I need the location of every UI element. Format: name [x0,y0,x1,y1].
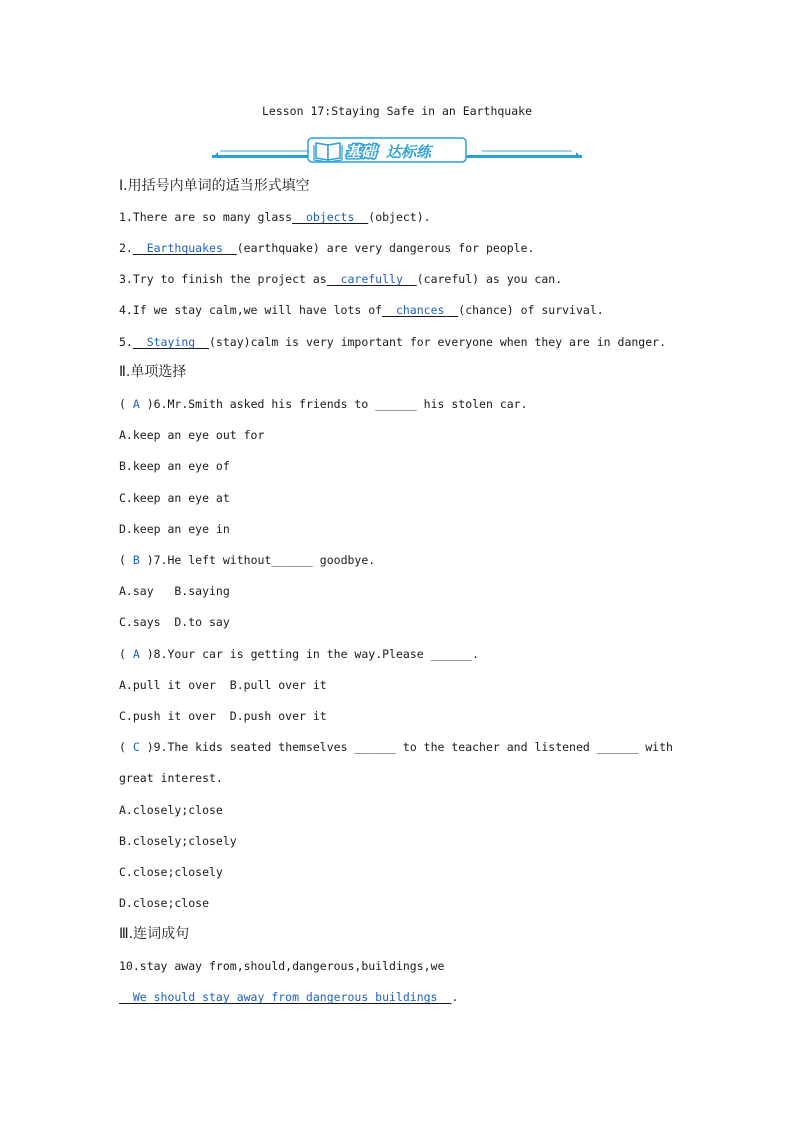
option-6a: A.keep an eye out for [119,428,265,442]
option-9a: A.closely;close [119,803,223,817]
banner-text-b: 达标练 [386,143,432,161]
option-9b: B.closely;closely [119,834,237,848]
question-3: 3.Try to finish the project as carefully (careful) as you can. [119,272,563,286]
option-6c: C.keep an eye at [119,491,230,505]
banner-text-a: 基础 [346,143,377,161]
answer-10: We should stay away from dangerous buildings [119,990,452,1004]
section-banner [212,136,582,166]
choice-8: A [132,647,140,661]
question-8: ( A )8.Your car is getting in the way.Please ______. [119,647,480,661]
section-2-heading: Ⅱ.单项选择 [119,364,187,380]
option-8cd: C.push it over D.push over it [119,709,327,723]
option-8ab: A.pull it over B.pull over it [119,678,327,692]
option-7cd: C.says D.to say [119,615,230,629]
question-9: ( C )9.The kids seated themselves ______ to the teacher and listened ______ with [119,740,673,754]
question-2: 2. Earthquakes (earthquake) are very dangerous for people. [119,241,535,255]
choice-7: B [132,553,140,567]
question-4: 4.If we stay calm,we will have lots of chances (chance) of survival. [119,303,604,317]
question-1: 1.There are so many glass objects (object). [119,210,431,224]
answer-5: Staying [132,335,210,349]
page-title: Lesson 17:Staying Safe in an Earthquake [261,104,533,118]
answer-1: objects [292,210,369,224]
question-6: ( A )6.Mr.Smith asked his friends to ______ his stolen car. [119,397,528,411]
option-9d: D.close;close [119,896,210,910]
option-9c: C.close;closely [119,865,223,879]
choice-6: A [132,397,140,411]
section-1-heading: Ⅰ.用括号内单词的适当形式填空 [119,178,310,194]
answer-10-line: We should stay away from dangerous buildings . [119,990,459,1004]
section-3-heading: Ⅲ.连词成句 [119,926,190,942]
option-6b: B.keep an eye of [119,459,230,473]
banner-line-left [220,150,310,152]
answer-4: chances [382,303,459,317]
choice-9: C [132,740,140,754]
question-7: ( B )7.He left without______ goodbye. [119,553,376,567]
option-7ab: A.say B.saying [119,584,230,598]
option-6d: D.keep an eye in [119,522,230,536]
answer-3: carefully [326,272,417,286]
question-5: 5. Staying (stay)calm is very important for everyone when they are in danger. [119,335,666,349]
question-10: 10.stay away from,should,dangerous,buildings,we [119,959,445,973]
question-9-cont: great interest. [119,771,223,785]
answer-2: Earthquakes [132,241,237,255]
banner-line-right [482,150,572,152]
